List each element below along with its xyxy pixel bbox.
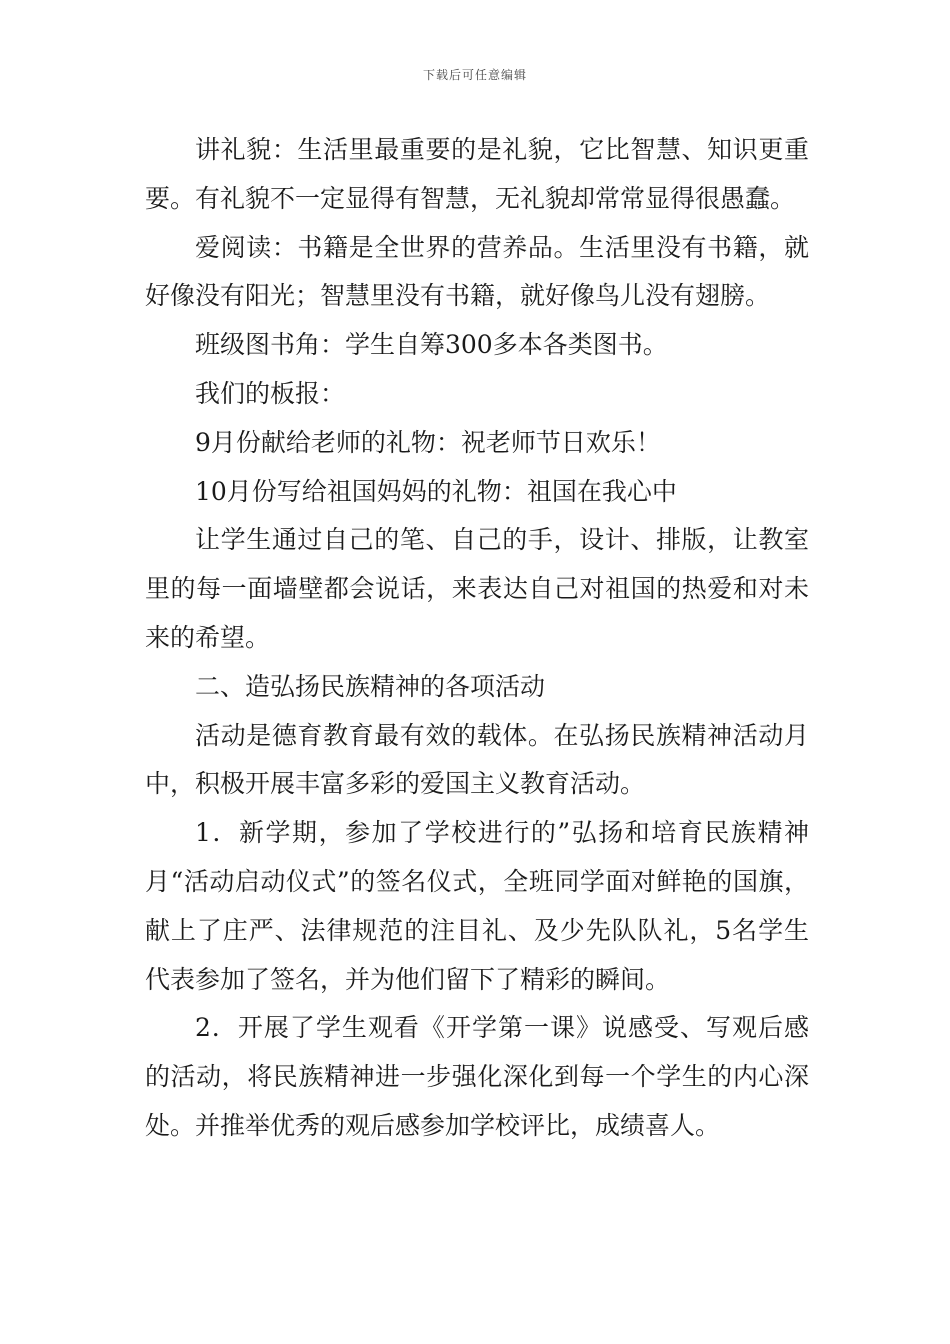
paragraph-item-1: 1．新学期，参加了学校进行的”弘扬和培育民族精神月“活动启动仪式”的签名仪式，全班同学面对鲜艳的国旗，献上了庄严、法律规范的注目礼、及少先队队礼，5名学生代表参加了签名，并为他们留下了精彩的瞬间。 bbox=[145, 818, 809, 994]
paragraph-walls: 让学生通过自己的笔、自己的手，设计、排版，让教室里的每一面墙壁都会说话，来表达自己对祖国的热爱和对未来的希望。 bbox=[145, 525, 809, 652]
paragraph-activities-intro: 活动是德育教育最有效的载体。在弘扬民族精神活动月中，积极开展丰富多彩的爱国主义教育活动。 bbox=[145, 720, 809, 799]
page-header: 下载后可任意编辑 bbox=[422, 68, 527, 82]
document-body bbox=[145, 126, 809, 1151]
paragraph-october: 10月份写给祖国妈妈的礼物：祖国在我心中 bbox=[195, 476, 677, 506]
section-heading-activities: 二、造弘扬民族精神的各项活动 bbox=[195, 671, 546, 701]
paragraph-politeness: 讲礼貌：生活里最重要的是礼貌，它比智慧、知识更重要。有礼貌不一定显得有智慧，无礼貌却常常显得很愚蠢。 bbox=[145, 135, 809, 213]
paragraph-september: 9月份献给老师的礼物：祝老师节日欢乐！ bbox=[195, 427, 661, 457]
paragraph-blackboard: 我们的板报： bbox=[195, 378, 346, 408]
paragraph-reading: 爱阅读：书籍是全世界的营养品。生活里没有书籍，就好像没有阳光；智慧里没有书籍，就好像鸟儿没有翅膀。 bbox=[145, 232, 809, 311]
paragraph-item-2: 2．开展了学生观看《开学第一课》说感受、写观后感的活动，将民族精神进一步强化深化到每一个学生的内心深处。并推举优秀的观后感参加学校评比，成绩喜人。 bbox=[145, 1013, 809, 1140]
paragraph-book-corner: 班级图书角：学生自筹300多本各类图书。 bbox=[195, 330, 668, 360]
